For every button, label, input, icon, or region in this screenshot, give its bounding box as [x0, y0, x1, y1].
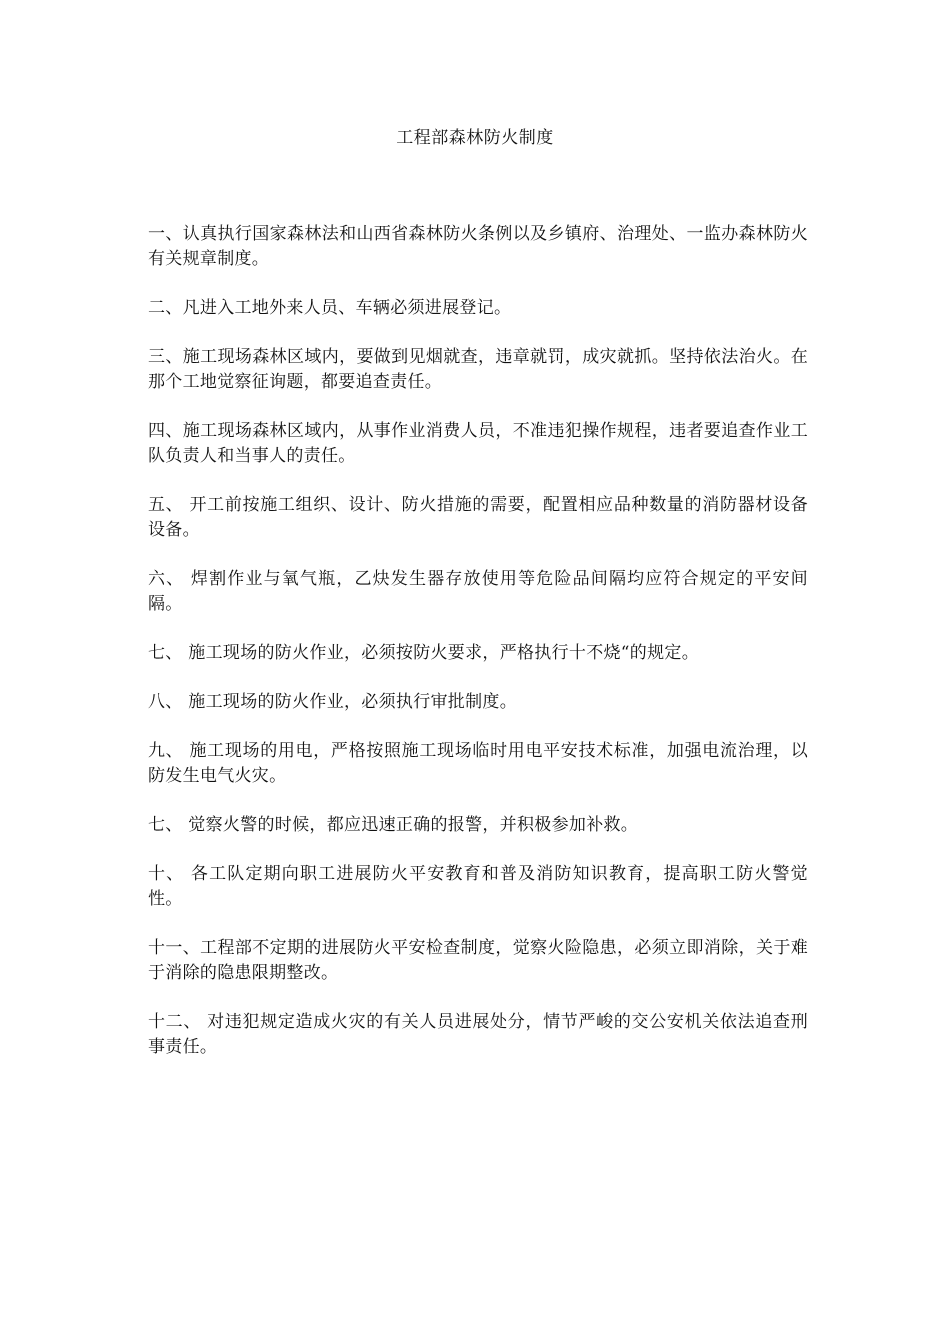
paragraph-6: 六、 焊割作业与氧气瓶，乙炔发生器存放使用等危险品间隔均应符合规定的平安间隔。 — [148, 569, 808, 614]
paragraph-13: 十二、 对违犯规定造成火灾的有关人员进展处分，情节严峻的交公安机关依法追查刑事责任。 — [148, 1012, 808, 1057]
document-title: 工程部森林防火制度 — [396, 128, 554, 148]
document-body — [148, 222, 808, 1084]
paragraph-10: 七、 觉察火警的时候，都应迅速正确的报警，并积极参加补救。 — [148, 815, 639, 835]
paragraph-5: 五、 开工前按施工组织、设计、防火措施的需要，配置相应品种数量的消防器材设备设备。 — [148, 495, 808, 540]
paragraph-8: 八、 施工现场的防火作业，必须执行审批制度。 — [148, 692, 518, 712]
paragraph-9: 九、 施工现场的用电，严格按照施工现场临时用电平安技术标准，加强电流治理，以防发生电气火灾。 — [148, 741, 808, 786]
paragraph-3: 三、施工现场森林区域内，要做到见烟就查，违章就罚，成灾就抓。坚持依法治火。在那个工地觉察征询题，都要追查责任。 — [148, 347, 808, 392]
paragraph-2: 二、凡进入工地外来人员、车辆必须进展登记。 — [148, 298, 512, 318]
paragraph-7: 七、 施工现场的防火作业，必须按防火要求，严格执行十不烧“的规定。 — [148, 643, 699, 663]
paragraph-1: 一、认真执行国家森林法和山西省森林防火条例以及乡镇府、治理处、一监办森林防火有关规章制度。 — [148, 224, 808, 269]
paragraph-12: 十一、工程部不定期的进展防火平安检查制度，觉察火险隐患，必须立即消除，关于难于消除的隐患限期整改。 — [148, 938, 808, 983]
paragraph-4: 四、施工现场森林区域内，从事作业消费人员，不准违犯操作规程，违者要追查作业工队负责人和当事人的责任。 — [148, 421, 808, 466]
paragraph-11: 十、 各工队定期向职工进展防火平安教育和普及消防知识教育，提高职工防火警觉性。 — [148, 864, 808, 909]
